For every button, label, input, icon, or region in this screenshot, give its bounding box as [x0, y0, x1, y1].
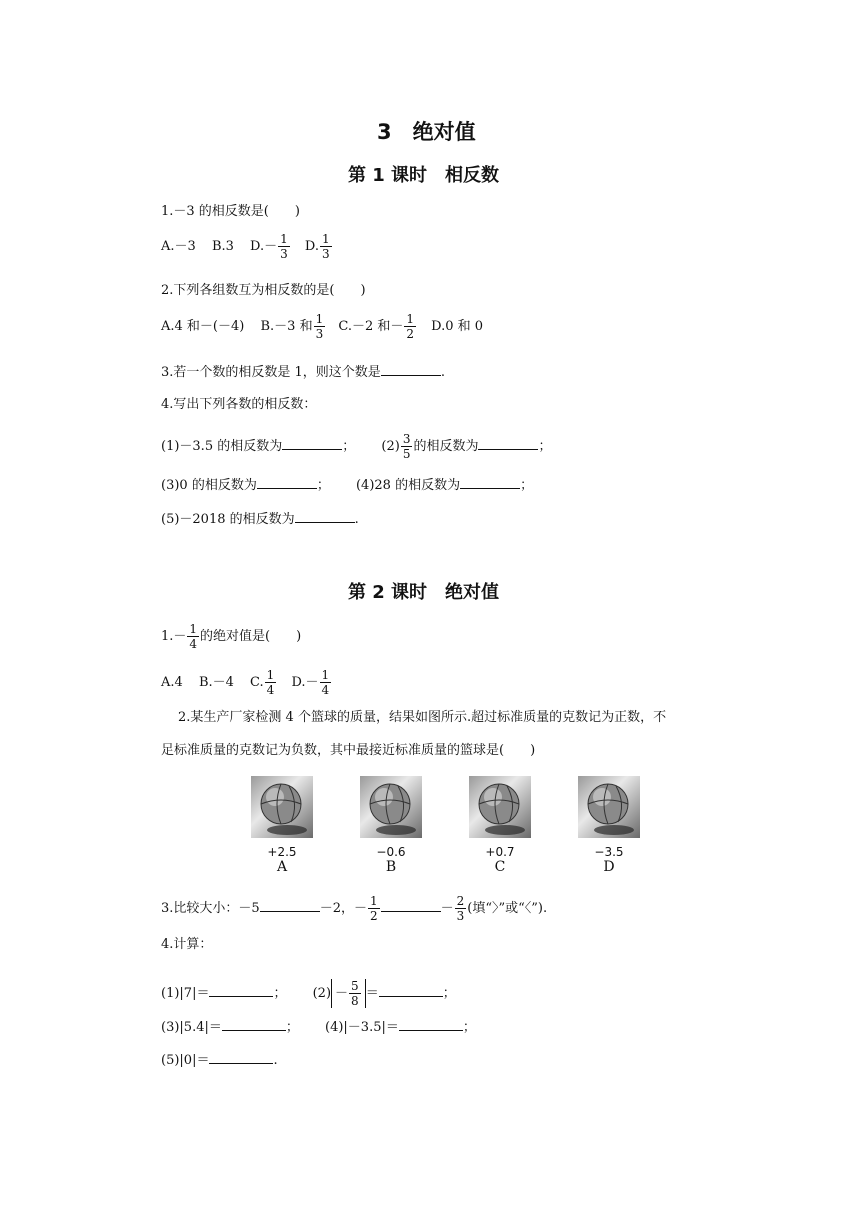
basketball-icon [360, 776, 422, 838]
q3-fraction-1: $\frac{1}{2}$ [369, 894, 378, 923]
q3-mid1: －2，－ [319, 901, 367, 916]
answer-blank[interactable] [209, 1049, 273, 1064]
basketball-image-d [578, 776, 640, 838]
q4-p4-end: ； [462, 1020, 476, 1035]
option-d: D.0 和 0 [431, 319, 484, 334]
q4-p2-label: (2) [381, 439, 400, 454]
option-c-fraction: $\frac{1}{4}$ [266, 668, 275, 697]
q4-p3-end: ； [285, 1020, 299, 1035]
answer-blank[interactable] [381, 897, 441, 912]
option-a: A.4 和－(－4) [161, 319, 245, 334]
q4-p2-fraction: $\frac{5}{8}$ [351, 979, 359, 1008]
lesson2-q4-line2 [161, 1016, 476, 1037]
q4-p5-text: (5)－2018 的相反数为 [161, 512, 295, 527]
q4-p2-eq: ＝ [365, 986, 379, 1001]
option-d-prefix: D. [304, 239, 320, 254]
q4-p2-end: ； [442, 986, 456, 1001]
option-d-fraction: $\frac{1}{4}$ [321, 668, 330, 697]
q4-p4-text: (4)|－3.5|＝ [325, 1020, 399, 1035]
q3-fraction-2: $\frac{2}{3}$ [456, 894, 465, 923]
option-b-fraction: $\frac{1}{3}$ [315, 312, 324, 341]
q4-p2-text: 的相反数为 [413, 439, 479, 454]
answer-blank[interactable] [460, 474, 520, 489]
answer-blank[interactable] [257, 474, 317, 489]
lesson2-q3 [161, 894, 547, 923]
option-a: A.－3 [161, 239, 196, 254]
answer-blank[interactable] [399, 1016, 463, 1031]
option-c-prefix: C. [250, 675, 264, 690]
lesson2-q4-stem: 4.计算： [161, 937, 213, 952]
q4-p3-text: (3)|5.4|＝ [161, 1020, 222, 1035]
ball-a-letter: A [276, 859, 288, 875]
answer-blank[interactable] [295, 508, 355, 523]
basketball-image-c [469, 776, 531, 838]
q4-p5-text: (5)|0|＝ [161, 1053, 210, 1068]
option-d-prefix: D.－ [291, 675, 319, 690]
answer-blank[interactable] [222, 1016, 286, 1031]
q1-prefix: 1.－ [161, 629, 187, 644]
option-c-prefix: D.－ [250, 239, 278, 254]
option-c-prefix: C.－2 和－ [338, 319, 404, 334]
q4-p1-end: ； [273, 986, 287, 1001]
basketball-icon [251, 776, 313, 838]
lesson1-q1-options [161, 232, 333, 261]
q3-suffix: (填“〉”或“〈”). [467, 901, 548, 916]
lesson1-q4-line3 [161, 508, 359, 529]
answer-blank[interactable] [381, 361, 441, 376]
q3-text: 3.若一个数的相反数是 1，则这个数是 [161, 365, 381, 380]
chapter-title: 3 绝对值 [377, 120, 476, 144]
q3-prefix: 3.比较大小：－5 [161, 901, 260, 916]
option-b-prefix: B.－3 和 [260, 319, 313, 334]
ball-d-letter: D [603, 859, 615, 875]
q4-p2-label: (2) [312, 986, 332, 1001]
q3-mid2: － [440, 901, 454, 916]
q4-p4-end: ； [520, 478, 534, 493]
q1-suffix: 的绝对值是( ) [200, 629, 302, 644]
q3-end: . [440, 365, 445, 380]
basketball-icon [578, 776, 640, 838]
lesson1-title: 第 1 课时 相反数 [348, 165, 500, 186]
lesson1-q4-stem: 4.写出下列各数的相反数： [161, 397, 317, 412]
ball-b-value: −0.6 [376, 845, 406, 859]
answer-blank[interactable] [260, 897, 320, 912]
lesson1-q4-line2 [161, 474, 533, 495]
option-b: B.－4 [198, 675, 234, 690]
lesson2-q2-line1: 2.某生产厂家检测 4 个篮球的质量，结果如图所示.超过标准质量的克数记为正数，不 [178, 710, 667, 725]
q1-fraction: $\frac{1}{4}$ [189, 622, 198, 651]
ball-b-letter: B [385, 859, 397, 875]
lesson2-q4-line1 [161, 979, 456, 1008]
q4-p4-text: (4)28 的相反数为 [355, 478, 461, 493]
lesson2-title: 第 2 课时 绝对值 [348, 582, 500, 603]
lesson1-q3 [161, 361, 445, 382]
ball-d-value: −3.5 [594, 845, 624, 859]
q4-p1-text: (1)－3.5 的相反数为 [161, 439, 283, 454]
ball-a-value: +2.5 [267, 845, 297, 859]
lesson2-q4-line3 [161, 1049, 278, 1070]
q4-p2-fraction: $\frac{3}{5}$ [402, 432, 411, 461]
ball-c-letter: C [494, 859, 506, 875]
answer-blank[interactable] [282, 435, 342, 450]
lesson2-q2-line2: 足标准质量的克数记为负数，其中最接近标准质量的篮球是( ) [161, 743, 536, 758]
q4-p5-end: . [354, 512, 359, 527]
option-c-fraction: $\frac{1}{3}$ [280, 232, 288, 261]
answer-blank[interactable] [209, 982, 273, 997]
q4-p3-end: ； [316, 478, 330, 493]
basketball-icon [469, 776, 531, 838]
lesson1-q1-stem: 1.－3 的相反数是( ) [161, 204, 300, 219]
option-b: B.3 [211, 239, 234, 254]
q4-p2-minus: － [335, 986, 349, 1001]
answer-blank[interactable] [379, 982, 443, 997]
answer-blank[interactable] [478, 435, 538, 450]
q4-p1-text: (1)|7|＝ [161, 986, 210, 1001]
q4-p1-end: ； [342, 439, 356, 454]
absolute-value-bars [331, 979, 366, 1008]
q4-p3-text: (3)0 的相反数为 [161, 478, 257, 493]
option-a: A.4 [161, 675, 183, 690]
option-c-fraction: $\frac{1}{2}$ [406, 312, 415, 341]
lesson2-q1-stem [161, 622, 301, 651]
option-d-fraction: $\frac{1}{3}$ [322, 232, 330, 261]
q4-p2-end: ； [538, 439, 552, 454]
lesson1-q2-options [161, 312, 483, 341]
lesson2-q1-options [161, 668, 332, 697]
lesson1-q2-stem: 2.下列各组数互为相反数的是( ) [161, 283, 366, 298]
ball-c-value: +0.7 [485, 845, 515, 859]
lesson1-q4-line1 [161, 432, 551, 461]
q4-p5-end: . [273, 1053, 278, 1068]
basketball-image-a [251, 776, 313, 838]
basketball-image-b [360, 776, 422, 838]
